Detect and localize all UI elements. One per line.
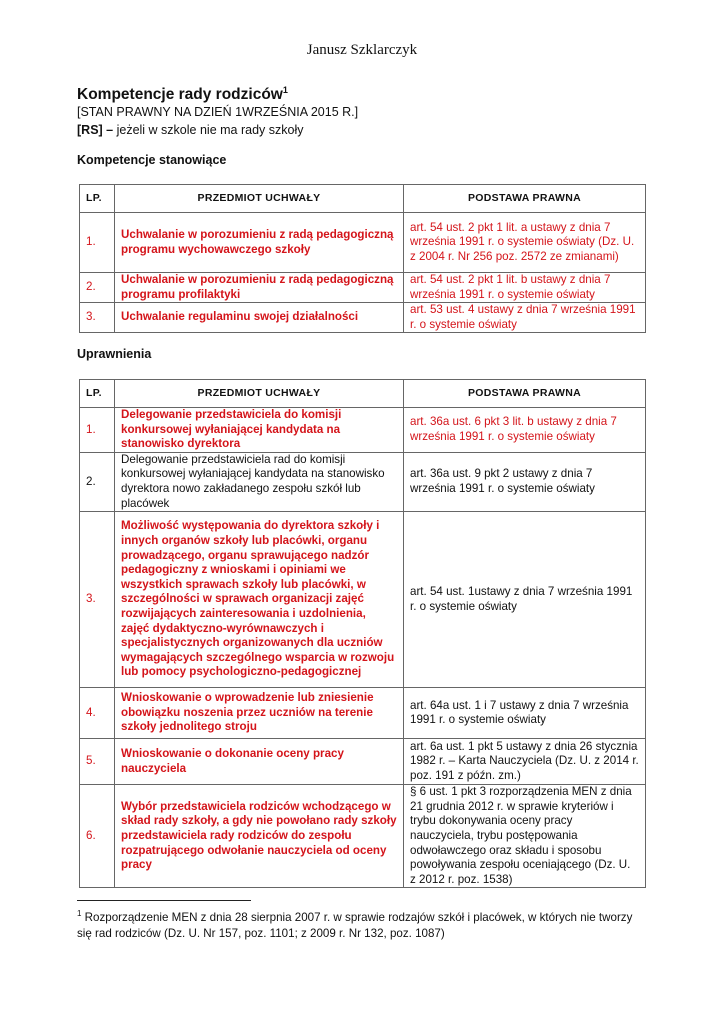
row-subject: Uchwalanie w porozumieniu z radą pedagogiczną programu profilaktyki (115, 273, 404, 303)
rs-tag: [RS] – (77, 123, 114, 137)
column-header-basis: PODSTAWA PRAWNA (404, 185, 646, 213)
table-row (80, 739, 646, 785)
document-title (77, 85, 288, 104)
table-row (80, 688, 646, 739)
row-subject: Wnioskowanie o wprowadzenie lub zniesienie obowiązku noszenia przez uczniów na terenie szkoły jednolitego stroju (115, 688, 404, 739)
row-subject: Delegowanie przedstawiciela do komisji konkursowej wyłaniającej kandydata na stanowisko dyrektora (115, 408, 404, 453)
table-row (80, 785, 646, 888)
row-legal-basis: art. 36a ust. 9 pkt 2 ustawy z dnia 7 września 1991 r. o systemie oświaty (404, 452, 646, 511)
table-row (80, 512, 646, 688)
row-subject: Wnioskowanie o dokonanie oceny pracy nauczyciela (115, 739, 404, 785)
table-header (80, 185, 646, 213)
title-text: Kompetencje rady rodziców (77, 86, 283, 104)
row-legal-basis: art. 54 ust. 2 pkt 1 lit. b ustawy z dnia 7 września 1991 r. o systemie oświaty (404, 273, 646, 303)
row-subject: Możliwość występowania do dyrektora szkoły i innych organów szkoły lub placówki, organu prowadzącego, organu sprawującego nadzór pedagogiczny z wnioskami i opiniami we wszystkich sprawach szkoły lub placówki, w szczególności w sprawach organizacji zajęć rozwijających zainteresowania i uzdolnienia, zajęć dydaktyczno-wyrównawczych i specjalistycznych organizowanych dla uczniów wymagających szczególnego wsparcia w rozwoju lub pomocy psychologiczno-pedagogicznej (115, 512, 404, 688)
footnote-text: Rozporządzenie MEN z dnia 28 sierpnia 2007 r. w sprawie rodzajów szkół i placówek, w których nie tworzy się rad rodziców (Dz. U. Nr 157, poz. 1101; z 2009 r. Nr 132, poz. 1087) (77, 910, 633, 940)
column-header-subject: PRZEDMIOT UCHWAŁY (115, 185, 404, 213)
legal-state: [STAN PRAWNY NA DZIEŃ 1WRZEŚNIA 2015 R.] (77, 105, 359, 119)
footnote-number: 1 (77, 909, 82, 918)
table-row (80, 452, 646, 511)
row-legal-basis: art. 6a ust. 1 pkt 5 ustawy z dnia 26 stycznia 1982 r. – Karta Nauczyciela (Dz. U. z 2014 r. poz. 191 z późn. zm.) (404, 739, 646, 785)
row-number: 1. (80, 408, 115, 453)
row-subject: Uchwalanie w porozumieniu z radą pedagogiczną programu wychowawczego szkoły (115, 213, 404, 273)
decisive-competences-table (79, 184, 646, 333)
row-subject: Wybór przedstawiciela rodziców wchodzącego w skład rady szkoły, a gdy nie powołano rady szkoły przedstawiciela rady rodziców do zespołu rozpatrującego odwołanie nauczyciela od oceny pracy (115, 785, 404, 888)
column-header-lp: LP. (80, 185, 115, 213)
row-number: 3. (80, 303, 115, 333)
table-row (80, 213, 646, 273)
row-number: 2. (80, 452, 115, 511)
entitlements-table (79, 379, 646, 888)
row-number: 3. (80, 512, 115, 688)
footnote (77, 906, 647, 942)
row-legal-basis: art. 54 ust. 1ustawy z dnia 7 września 1991 r. o systemie oświaty (404, 512, 646, 688)
rs-note (77, 123, 303, 137)
table-row (80, 303, 646, 333)
table-header (80, 380, 646, 408)
row-legal-basis: art. 64a ust. 1 i 7 ustawy z dnia 7 września 1991 r. o systemie oświaty (404, 688, 646, 739)
row-legal-basis: art. 54 ust. 2 pkt 1 lit. a ustawy z dnia 7 września 1991 r. o systemie oświaty (Dz. U. z 2004 r. Nr 256 poz. 2572 ze zmianami) (404, 213, 646, 273)
row-number: 4. (80, 688, 115, 739)
row-legal-basis: § 6 ust. 1 pkt 3 rozporządzenia MEN z dnia 21 grudnia 2012 r. w sprawie kryteriów i trybu dokonywania oceny pracy nauczyciela, trybu postępowania odwoławczego oraz składu i sposobu powoływania zespołu oceniającego (Dz. U. z 2012 r. poz. 1538) (404, 785, 646, 888)
row-legal-basis: art. 53 ust. 4 ustawy z dnia 7 września 1991 r. o systemie oświaty (404, 303, 646, 333)
row-number: 5. (80, 739, 115, 785)
column-header-subject: PRZEDMIOT UCHWAŁY (115, 380, 404, 408)
table-row (80, 273, 646, 303)
column-header-basis: PODSTAWA PRAWNA (404, 380, 646, 408)
section-heading-entitlements: Uprawnienia (77, 347, 152, 361)
row-subject: Delegowanie przedstawiciela rad do komisji konkursowej wyłaniającej kandydata na stanowisko dyrektora nowo zakładanego zespołu szkół lub placówek (115, 452, 404, 511)
table-row (80, 408, 646, 453)
footnote-separator (77, 900, 251, 901)
row-subject: Uchwalanie regulaminu swojej działalności (115, 303, 404, 333)
section-heading-decisive: Kompetencje stanowiące (77, 153, 227, 167)
running-header-author: Janusz Szklarczyk (306, 42, 418, 58)
row-number: 6. (80, 785, 115, 888)
row-number: 1. (80, 213, 115, 273)
footnote-ref[interactable]: 1 (282, 85, 288, 95)
rs-text: jeżeli w szkole nie ma rady szkoły (113, 123, 304, 137)
row-legal-basis: art. 36a ust. 6 pkt 3 lit. b ustawy z dnia 7 września 1991 r. o systemie oświaty (404, 408, 646, 453)
row-number: 2. (80, 273, 115, 303)
column-header-lp: LP. (80, 380, 115, 408)
